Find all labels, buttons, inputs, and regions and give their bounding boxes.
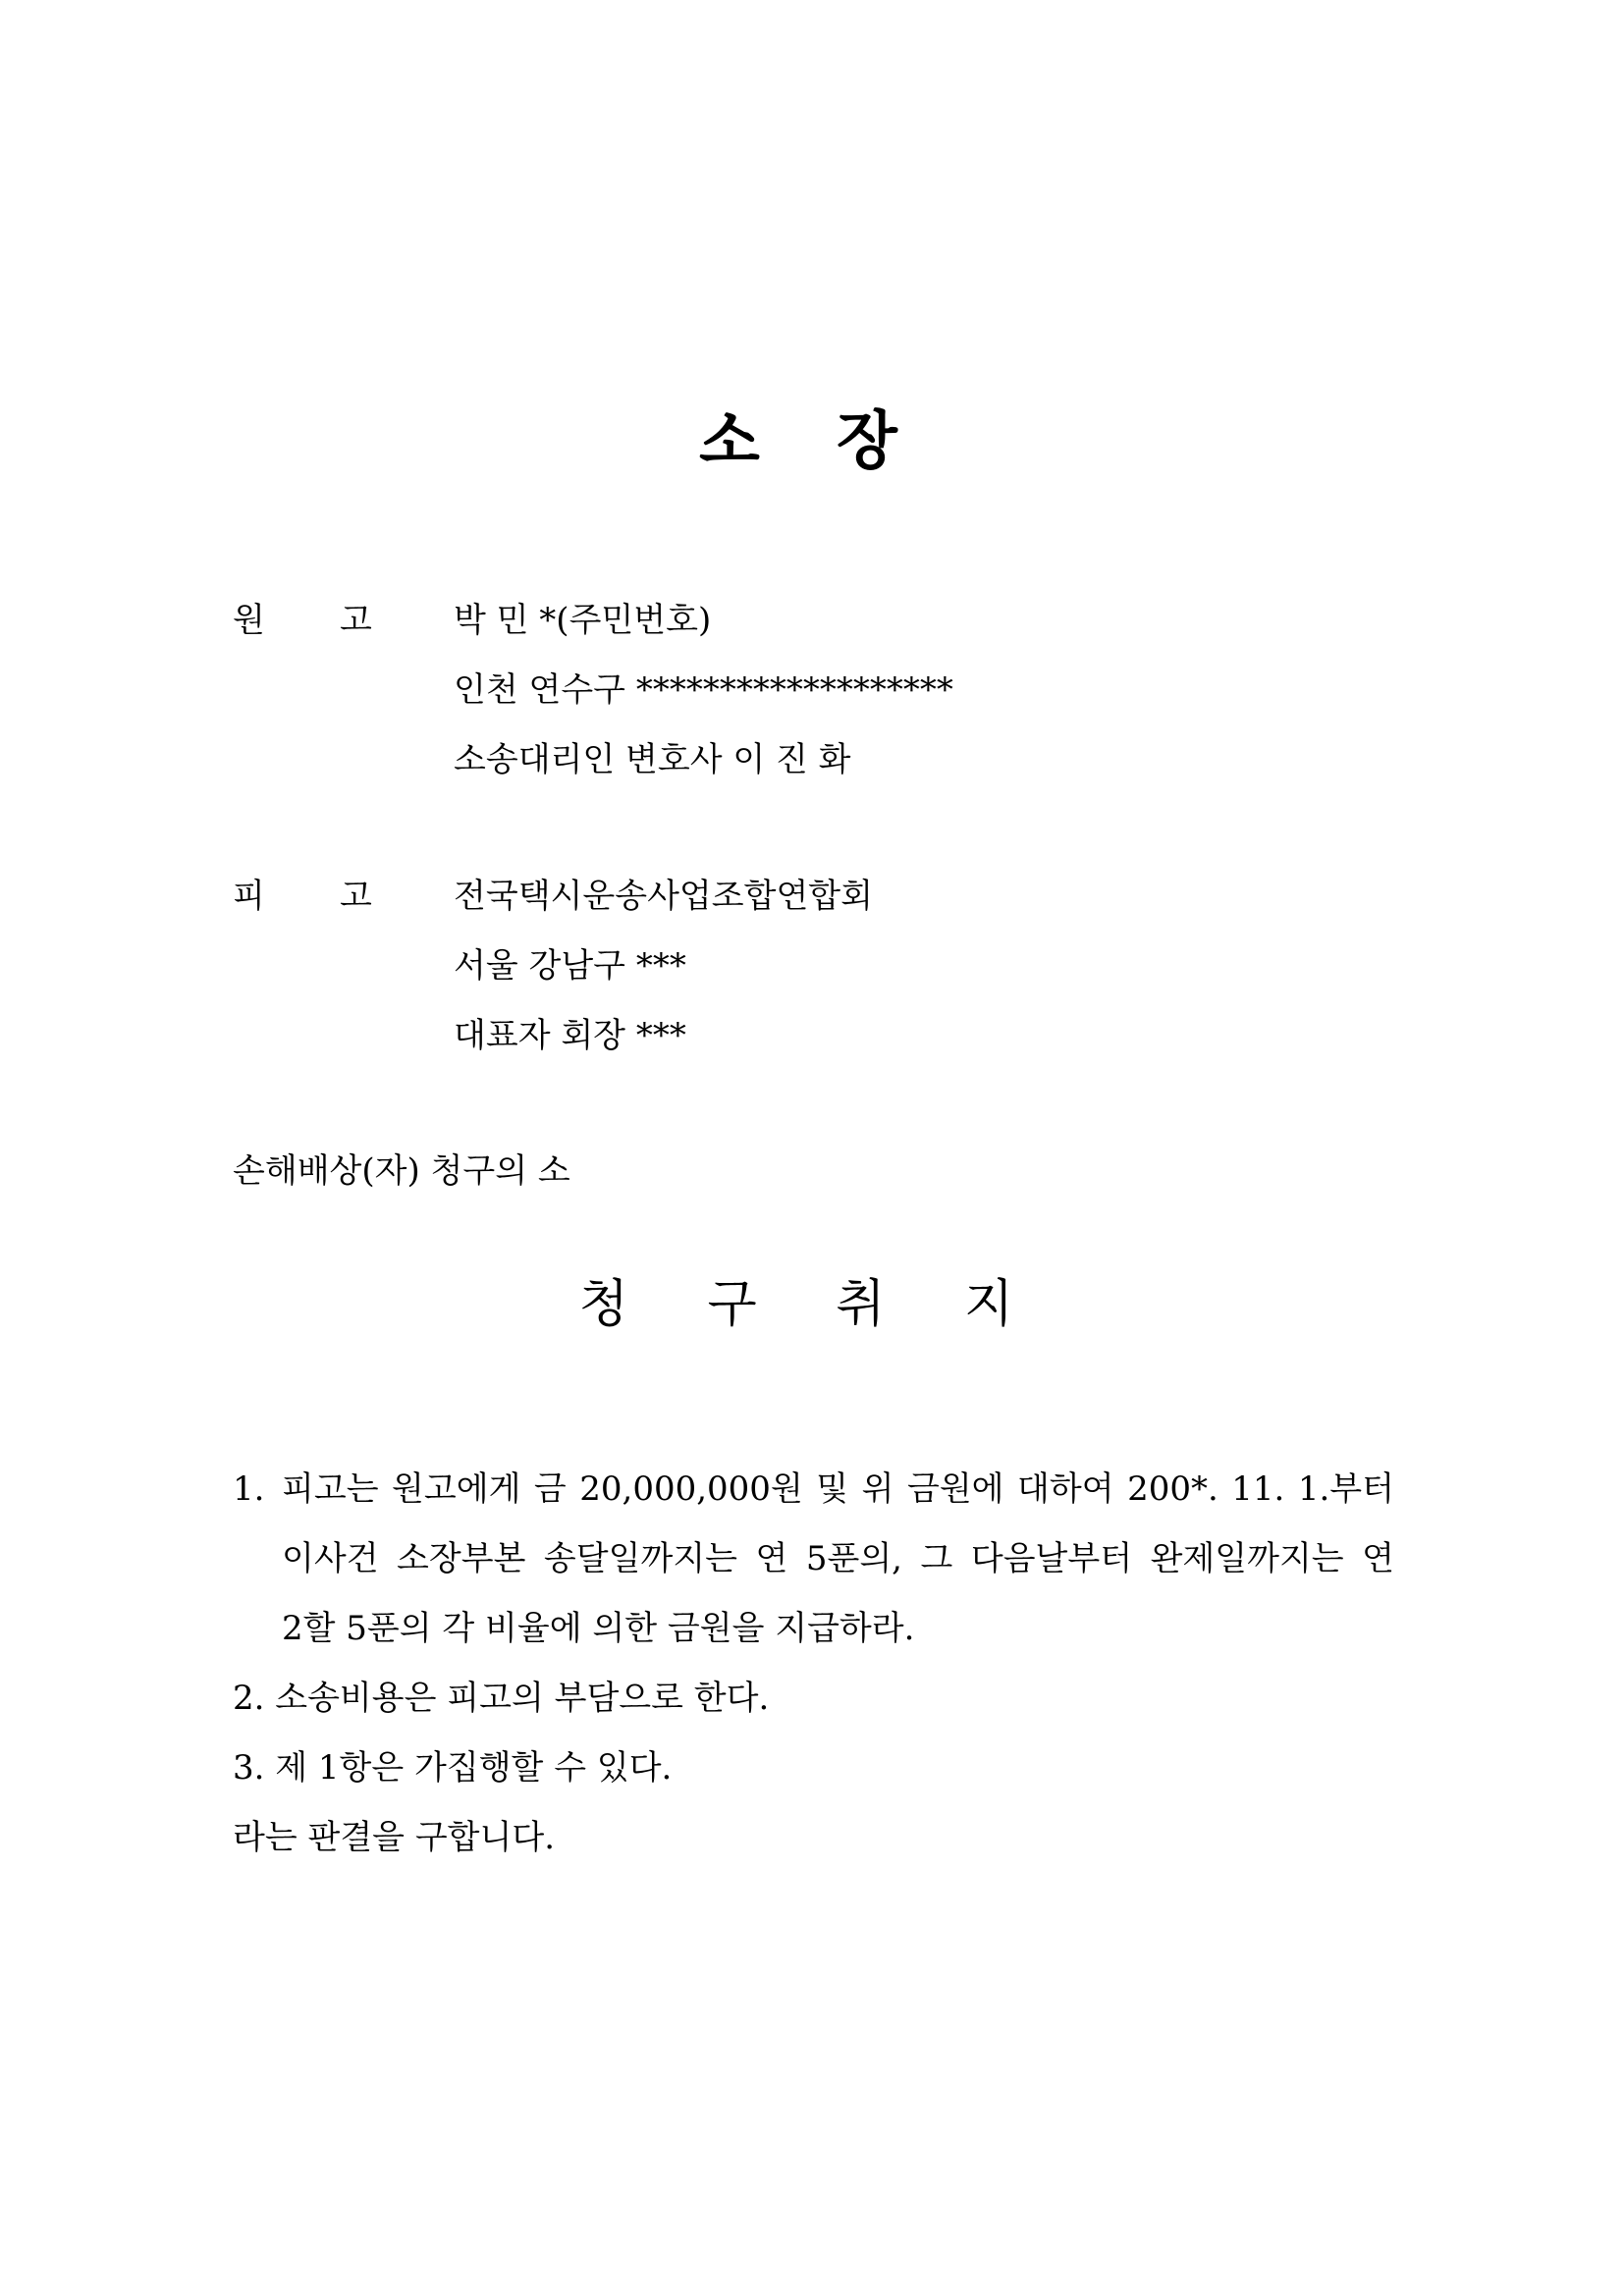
claim-item-2: 2. 소송비용은 피고의 부담으로 한다. bbox=[233, 1679, 770, 1718]
plaintiff-name: 박 민 *(주민번호) bbox=[454, 601, 712, 640]
plaintiff-address: 인천 연수구 ******************* bbox=[454, 670, 953, 710]
claim-item-1-line-3: 2할 5푼의 각 비율에 의한 금원을 지급하라. bbox=[282, 1609, 915, 1648]
defendant-name: 전국택시운송사업조합연합회 bbox=[454, 877, 873, 916]
document-title: 소 장 bbox=[699, 405, 925, 478]
claim-item-1-number: 1. bbox=[233, 1469, 265, 1509]
case-name: 손해배상(자) 청구의 소 bbox=[233, 1151, 570, 1191]
plaintiff-label-first: 원 bbox=[233, 601, 265, 640]
plaintiff-attorney: 소송대리인 변호사 이 진 화 bbox=[454, 740, 851, 779]
defendant-label-second: 고 bbox=[340, 877, 372, 916]
claim-item-1-line-1: 피고는 원고에게 금 20,000,000원 및 위 금원에 대하여 200*. 11. 1.부터 bbox=[282, 1469, 1394, 1509]
claim-item-3: 3. 제 1항은 가집행할 수 있다. bbox=[233, 1748, 673, 1788]
defendant-address: 서울 강남구 *** bbox=[454, 946, 686, 986]
defendant-representative: 대표자 회장 *** bbox=[454, 1016, 686, 1055]
plaintiff-label-second: 고 bbox=[340, 601, 372, 640]
claim-closing: 라는 판결을 구합니다. bbox=[233, 1818, 556, 1857]
claim-item-1-line-2: 이사건 소장부본 송달일까지는 연 5푼의, 그 다음날부터 완제일까지는 연 bbox=[282, 1539, 1394, 1578]
defendant-label-first: 피 bbox=[233, 877, 265, 916]
claim-heading: 청 구 취 지 bbox=[578, 1275, 1046, 1334]
